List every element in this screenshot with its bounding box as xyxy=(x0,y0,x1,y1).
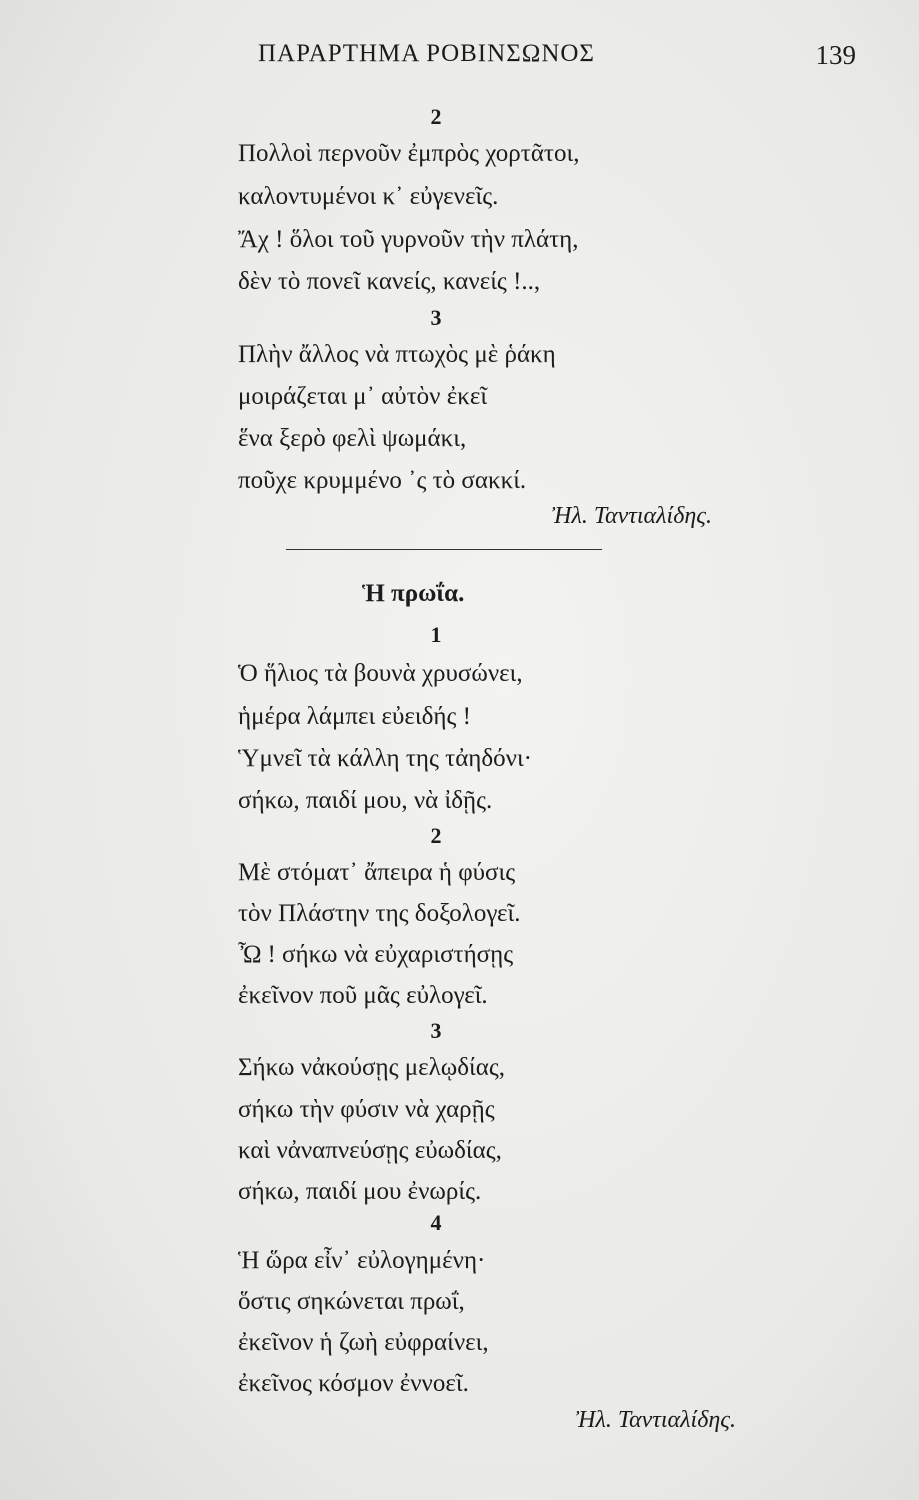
stanza-number: 1 xyxy=(430,622,442,647)
poem-line: σήκω, παιδί μου, νὰ ἰδῇς. xyxy=(238,787,493,814)
stanza-number: 2 xyxy=(430,104,442,129)
poem-line: Πλὴν ἄλλος νὰ πτωχὸς μὲ ῥάκη xyxy=(238,341,556,368)
poem-line: καλοντυμένοι κ᾽ εὐγενεῖς. xyxy=(238,183,499,210)
stanza-number: 4 xyxy=(430,1210,442,1235)
poem-line: Ὦ ! σήκω νὰ εὐχαριστήσῃς xyxy=(238,941,514,968)
poem-signature: Ἠλ. Ταντιαλίδης. xyxy=(551,503,712,529)
poem-line: σήκω τὴν φύσιν νὰ χαρῇς xyxy=(238,1096,495,1123)
poem-line: Ὑμνεῖ τὰ κάλλη της τἀηδόνι· xyxy=(238,745,533,772)
poem-line: ἕνα ξερὸ φελὶ ψωμάκι, xyxy=(238,425,467,452)
poem-title: Ἡ πρωΐα. xyxy=(362,580,465,607)
poem-line: Ἡ ὥρα εἶν᾽ εὐλογημένη· xyxy=(238,1247,486,1274)
poem-line: ὅστις σηκώνεται πρωΐ, xyxy=(238,1288,465,1315)
poem-line: ποῦχε κρυμμένο ᾽ς τὸ σακκί. xyxy=(238,467,527,494)
poem-line: Μὲ στόματ᾽ ἄπειρα ἡ φύσις xyxy=(238,859,516,886)
poem-line: καὶ νἀναπνεύσῃς εὐωδίας, xyxy=(238,1137,502,1164)
poem-line: ἡμέρα λάμπει εὐειδής ! xyxy=(238,703,471,730)
stanza-number: 3 xyxy=(430,305,442,330)
section-divider xyxy=(286,549,602,550)
poem-line: τὸν Πλάστην της δοξολογεῖ. xyxy=(238,900,521,927)
poem-line: ἐκεῖνον ἡ ζωὴ εὐφραίνει, xyxy=(238,1329,489,1356)
poem-line: μοιράζεται μ᾽ αὐτὸν ἐκεῖ xyxy=(238,383,488,410)
poem-signature: Ἠλ. Ταντιαλίδης. xyxy=(575,1407,736,1433)
poem-line: Σήκω νἀκούσῃς μελῳδίας, xyxy=(238,1054,505,1081)
running-title: ΠΑΡΑΡΤΗΜΑ ΡΟΒΙΝΣΩΝΟΣ xyxy=(258,40,595,67)
poem-line: Πολλοὶ περνοῦν ἐμπρὸς χορτᾶτοι, xyxy=(238,140,580,167)
poem-line: ἐκεῖνος κόσμον ἐννοεῖ. xyxy=(238,1370,469,1397)
page-number: 139 xyxy=(815,40,856,70)
stanza-number: 2 xyxy=(430,823,442,848)
poem-line: δὲν τὸ πονεῖ κανείς, κανείς !.., xyxy=(238,268,541,295)
stanza-number: 3 xyxy=(430,1018,442,1043)
poem-line: σήκω, παιδί μου ἐνωρίς. xyxy=(238,1178,482,1205)
poem-line: ἐκεῖνον ποῦ μᾶς εὐλογεῖ. xyxy=(238,982,488,1009)
poem-line: Ὁ ἥλιος τὰ βουνὰ χρυσώνει, xyxy=(238,660,523,687)
poem-line: Ἄχ ! ὅλοι τοῦ γυρνοῦν τὴν πλάτη, xyxy=(238,226,579,253)
